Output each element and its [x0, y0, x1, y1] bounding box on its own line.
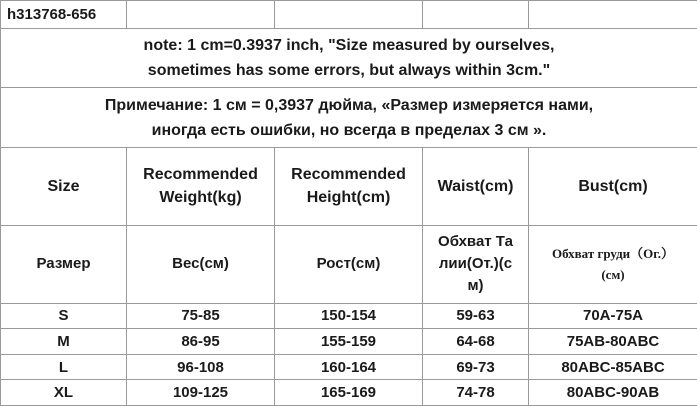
note-ru-row — [1, 88, 697, 148]
empty-cell — [529, 1, 697, 29]
header-label: Recommended — [143, 166, 258, 184]
empty-cell — [423, 1, 529, 29]
size-row — [1, 303, 697, 329]
header-ru-height — [275, 225, 423, 303]
weight-cell: 86-95 — [127, 329, 275, 355]
size-cell: M — [1, 329, 127, 355]
header-ru-label: м) — [467, 277, 484, 295]
header-label: Height(cm) — [306, 189, 391, 207]
note-en-row — [1, 28, 697, 88]
header-weight — [127, 148, 275, 226]
height-cell: 165-169 — [275, 380, 423, 406]
size-cell: XL — [1, 380, 127, 406]
size-cell: S — [1, 303, 127, 329]
header-label: Bust(cm) — [578, 177, 648, 195]
weight-cell: 96-108 — [127, 354, 275, 380]
height-cell: 150-154 — [275, 303, 423, 329]
note-ru-line: Примечание: 1 см = 0,3937 дюйма, «Размер измеряется нами, — [104, 96, 594, 114]
bust-cell: 80ABC-90AB — [529, 380, 697, 406]
bust-cell: 75AB-80ABC — [529, 329, 697, 355]
size-row — [1, 329, 697, 355]
waist-cell: 64-68 — [423, 329, 529, 355]
height-cell: 160-164 — [275, 354, 423, 380]
note-en-line: sometimes has some errors, but always within 3cm." — [147, 62, 551, 80]
header-ru-bust — [529, 225, 697, 303]
height-cell: 155-159 — [275, 329, 423, 355]
header-ru-label: Вес(см) — [172, 255, 229, 273]
header-ru-size — [1, 225, 127, 303]
empty-cell — [127, 1, 275, 29]
header-label: Recommended — [291, 166, 406, 184]
header-waist — [423, 148, 529, 226]
header-size — [1, 148, 127, 226]
header-ru-label: Рост(см) — [316, 255, 381, 273]
header-ru-label: лии(От.)(с — [438, 255, 513, 273]
note-ru — [1, 88, 697, 148]
bust-cell: 70A-75A — [529, 303, 697, 329]
header-ru-label: (см) — [601, 267, 625, 283]
product-code-row — [1, 1, 697, 29]
header-label: Size — [47, 177, 80, 195]
header-label: Waist(cm) — [437, 177, 514, 195]
product-code: h313768-656 — [1, 1, 127, 29]
header-height — [275, 148, 423, 226]
empty-cell — [275, 1, 423, 29]
note-en — [1, 28, 697, 88]
header-ru-row — [1, 225, 697, 303]
waist-cell: 69-73 — [423, 354, 529, 380]
waist-cell: 59-63 — [423, 303, 529, 329]
size-row — [1, 354, 697, 380]
note-en-line: note: 1 cm=0.3937 inch, "Size measured by ourselves, — [143, 37, 555, 55]
header-bust — [529, 148, 697, 226]
note-ru-line: иногда есть ошибки, но всегда в пределах 3 см ». — [151, 121, 547, 139]
header-ru-label: Размер — [36, 255, 91, 273]
size-cell: L — [1, 354, 127, 380]
waist-cell: 74-78 — [423, 380, 529, 406]
weight-cell: 75-85 — [127, 303, 275, 329]
header-ru-waist — [423, 225, 529, 303]
header-ru-weight — [127, 225, 275, 303]
header-en-row — [1, 148, 697, 226]
header-ru-label: Обхват Та — [438, 233, 513, 251]
header-label: Weight(kg) — [159, 189, 242, 207]
header-ru-label: Обхват груди（Ог.） — [552, 246, 674, 262]
size-row — [1, 380, 697, 406]
bust-cell: 80ABC-85ABC — [529, 354, 697, 380]
weight-cell: 109-125 — [127, 380, 275, 406]
